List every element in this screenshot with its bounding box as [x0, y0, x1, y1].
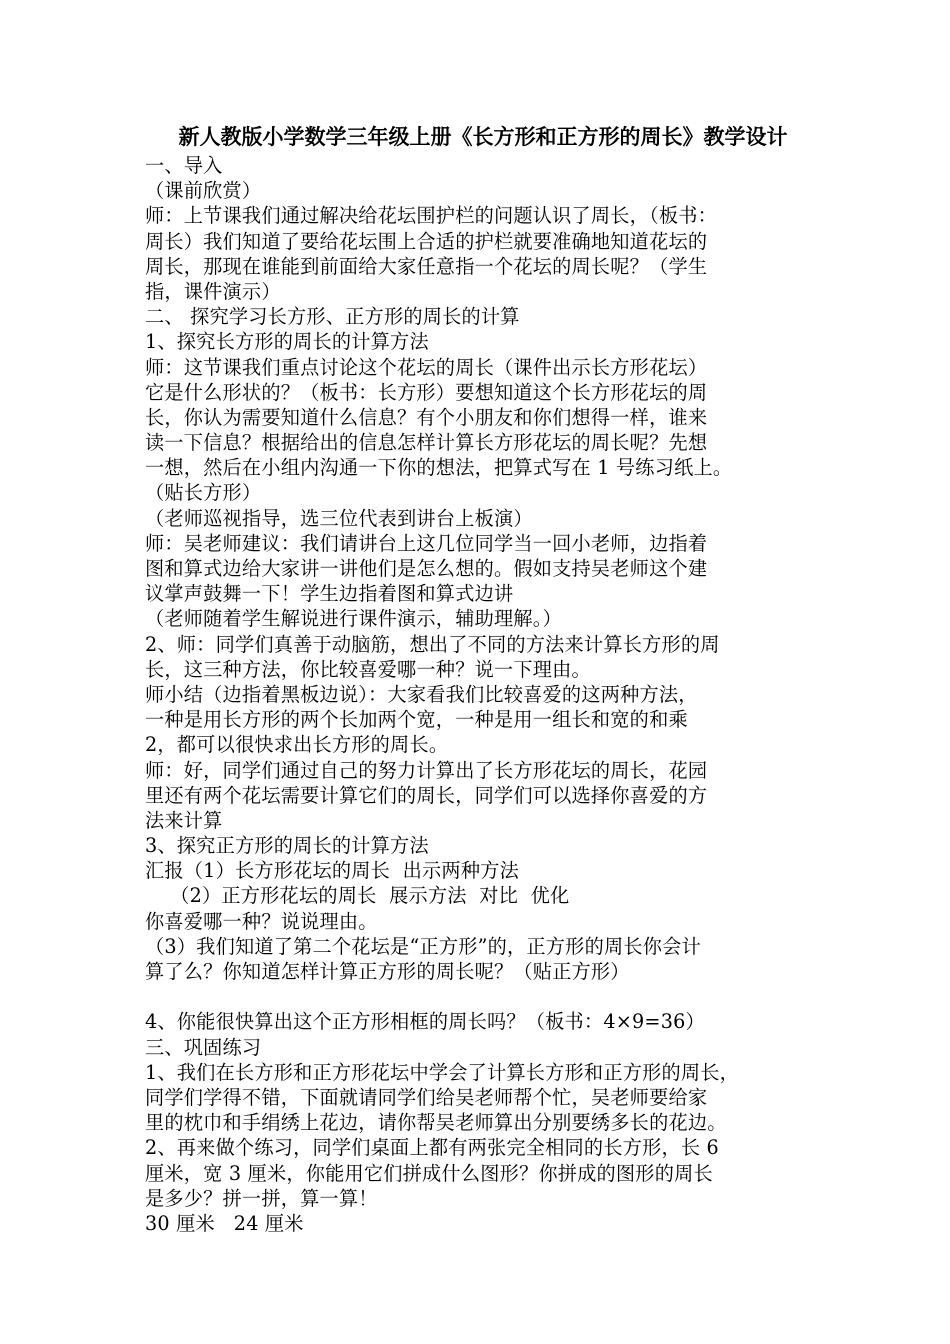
text-line: 三、巩固练习 [145, 1035, 262, 1059]
text-line: （贴长方形） [145, 481, 262, 505]
text-line: 长，这三种方法，你比较喜爱哪一种？说一下理由。 [145, 657, 591, 681]
text-line: 周长，那现在谁能到前面给大家任意指一个花坛的周长呢？（学生 [145, 254, 708, 278]
text-line: （2）正方形花坛的周长 展示方法 对比 优化 [145, 884, 570, 908]
text-line: 长，你认为需要知道什么信息？有个小朋友和你们想得一样，谁来 [145, 405, 708, 429]
text-line: 你喜爱哪一种？说说理由。 [145, 909, 378, 933]
document-text [145, 153, 817, 1236]
text-line: 读一下信息？根据给出的信息怎样计算长方形花坛的周长呢？先想 [145, 431, 708, 455]
text-line: 4、你能很快算出这个正方形相框的周长吗？（板书：4×9=36） [145, 1010, 705, 1034]
text-line: 30 厘米 24 厘米 [145, 1211, 304, 1235]
text-line: 周长）我们知道了要给花坛围上合适的护栏就要准确地知道花坛的 [145, 229, 708, 253]
text-line: 一、导入 [145, 154, 223, 177]
text-line: 图和算式边给大家讲一讲他们是怎么想的。假如支持吴老师这个建 [145, 557, 708, 580]
document-body [145, 121, 817, 1236]
text-line: 师：这节课我们重点讨论这个花坛的周长（课件出示长方形花坛） [145, 355, 708, 379]
text-line: 厘米，宽 3 厘米，你能用它们拼成什么图形？你拼成的图形的周长 [145, 1161, 713, 1185]
text-line: 法来计算 [145, 808, 223, 832]
text-line: 同学们学得不错，下面就请同学们给吴老师帮个忙，吴老师要给家 [145, 1085, 708, 1109]
text-line: （老师随着学生解说进行课件演示，辅助理解。） [145, 607, 562, 631]
text-line: 2、再来做个练习，同学们桌面上都有两张完全相同的长方形，长 6 [145, 1136, 719, 1160]
text-line: 3、探究正方形的周长的计算方法 [145, 834, 429, 858]
text-line: 师：吴老师建议：我们请讲台上这几位同学当一回小老师，边指着 [145, 531, 708, 555]
text-line: 它是什么形状的？（板书：长方形）要想知道这个长方形花坛的周 [145, 380, 708, 404]
text-line: 里的枕巾和手绢绣上花边，请你帮吴老师算出分别要绣多长的花边。 [145, 1111, 727, 1135]
text-line: 指，课件演示） [145, 279, 281, 303]
text-line: 二、 探究学习长方形、正方形的周长的计算 [145, 305, 520, 329]
text-line: 算了么？你知道怎样计算正方形的周长呢？（贴正方形） [145, 960, 630, 983]
document-title: 新人教版小学数学三年级上册《长方形和正方形的周长》教学设计 [178, 124, 788, 149]
text-line: 是多少？拼一拼，算一算！ [145, 1186, 378, 1210]
text-line: 议掌声鼓舞一下！学生边指着图和算式边讲 [145, 582, 514, 606]
text-line: 1、探究长方形的周长的计算方法 [145, 330, 429, 354]
text-line: 汇报（1）长方形花坛的周长 出示两种方法 [145, 859, 519, 883]
text-line: 2、师：同学们真善于动脑筋，想出了不同的方法来计算长方形的周 [145, 632, 720, 656]
text-line: 一种是用长方形的两个长加两个宽，一种是用一组长和宽的和乘 [145, 708, 688, 732]
text-line: 1、我们在长方形和正方形花坛中学会了计算长方形和正方形的周长， [145, 1060, 740, 1084]
text-line: 一想，然后在小组内沟通一下你的想法，把算式写在 1 号练习纸上。 [145, 456, 733, 480]
text-line: （课前欣赏） [145, 179, 262, 203]
text-line: 里还有两个花坛需要计算它们的周长，同学们可以选择你喜爱的方 [145, 783, 708, 807]
text-line: （3）我们知道了第二个花坛是“正方形”的，正方形的周长你会计 [145, 934, 701, 958]
text-line: 师小结（边指着黑板边说）：大家看我们比较喜爱的这两种方法， [145, 682, 698, 706]
text-line: 师：上节课我们通过解决给花坛围护栏的问题认识了周长，（板书： [145, 204, 718, 228]
blank-line [145, 984, 817, 1009]
text-line: （老师巡视指导，选三位代表到讲台上板演） [145, 506, 533, 530]
text-line: 2，都可以很快求出长方形的周长。 [145, 733, 449, 757]
text-line: 师：好，同学们通过自己的努力计算出了长方形花坛的周长，花园 [145, 758, 708, 782]
